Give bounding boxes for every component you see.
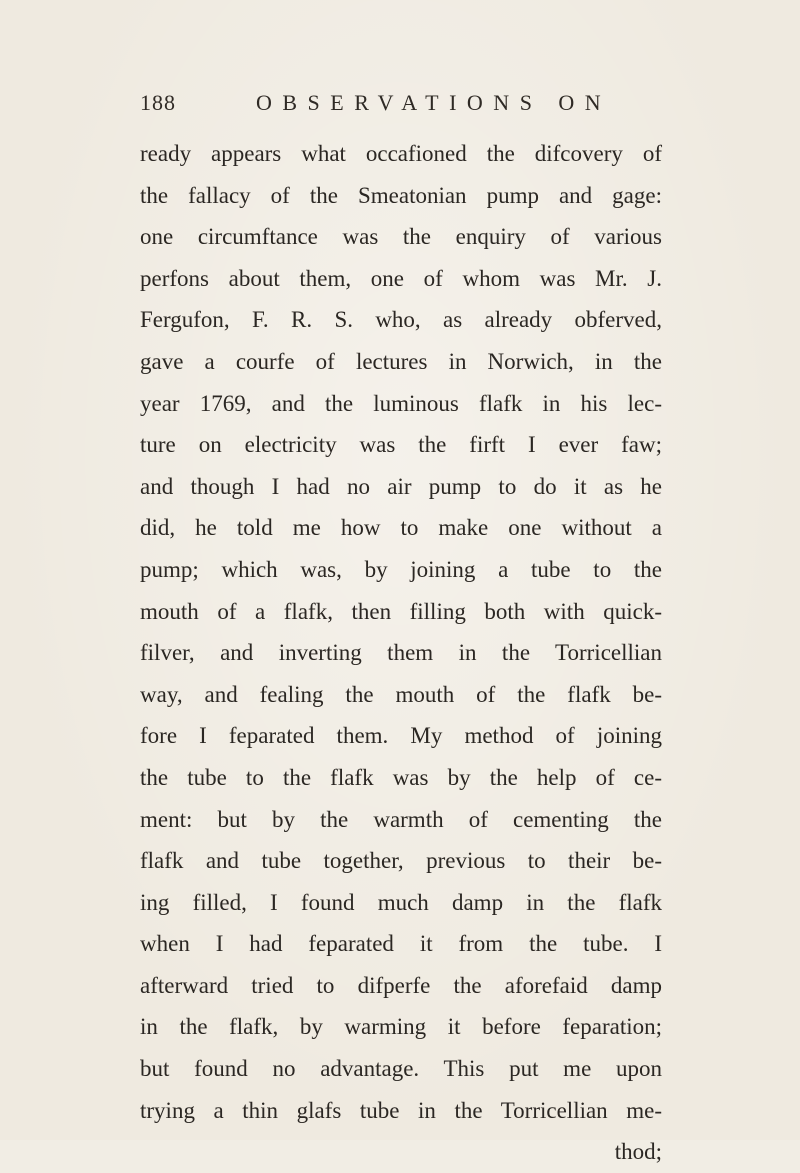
text-line: mouth of a flafk, then filling both with quick- xyxy=(140,598,662,624)
text-line: did, he told me how to make one without a xyxy=(140,515,662,541)
page-number: 188 xyxy=(140,90,176,115)
text-line: the fallacy of the Smeatonian pump and gage: xyxy=(140,182,662,208)
text-line: filver, and inverting them in the Torricellian xyxy=(140,640,662,666)
text-line: perfons about them, one of whom was Mr. J. xyxy=(140,265,662,291)
text-line: in the flafk, by warming it before feparation; xyxy=(140,1014,662,1040)
text-line: ture on electricity was the firft I ever faw; xyxy=(140,432,662,458)
catchword-line: thod; xyxy=(614,1139,662,1165)
text-line: gave a courfe of lectures in Norwich, in the xyxy=(140,348,662,374)
text-line: and though I had no air pump to do it as he xyxy=(140,473,662,499)
body-text xyxy=(140,133,662,1173)
text-line: the tube to the flafk was by the help of ce- xyxy=(140,764,662,790)
page-header xyxy=(140,90,660,126)
text-line: Fergufon, F. R. S. who, as already obferved, xyxy=(140,307,662,333)
text-line: ready appears what occafioned the difcovery of xyxy=(140,141,662,166)
text-line: ing filled, I found much damp in the flafk xyxy=(140,889,662,915)
text-line: flafk and tube together, previous to their be- xyxy=(140,848,662,874)
text-line: one circumftance was the enquiry of various xyxy=(140,224,662,250)
text-line: when I had feparated it from the tube. I xyxy=(140,931,662,957)
text-line: but found no advantage. This put me upon xyxy=(140,1056,662,1082)
text-line: way, and fealing the mouth of the flafk be- xyxy=(140,681,662,707)
text-line: afterward tried to difperfe the aforefaid damp xyxy=(140,972,662,998)
text-line: pump; which was, by joining a tube to the xyxy=(140,556,662,582)
text-line: ment: but by the warmth of cementing the xyxy=(140,806,662,832)
text-line: year 1769, and the luminous flafk in his lec- xyxy=(140,390,662,416)
text-line: trying a thin glafs tube in the Torricellian me- xyxy=(140,1097,662,1123)
text-line: fore I feparated them. My method of joining xyxy=(140,723,662,749)
running-head: OBSERVATIONS ON xyxy=(256,90,612,115)
